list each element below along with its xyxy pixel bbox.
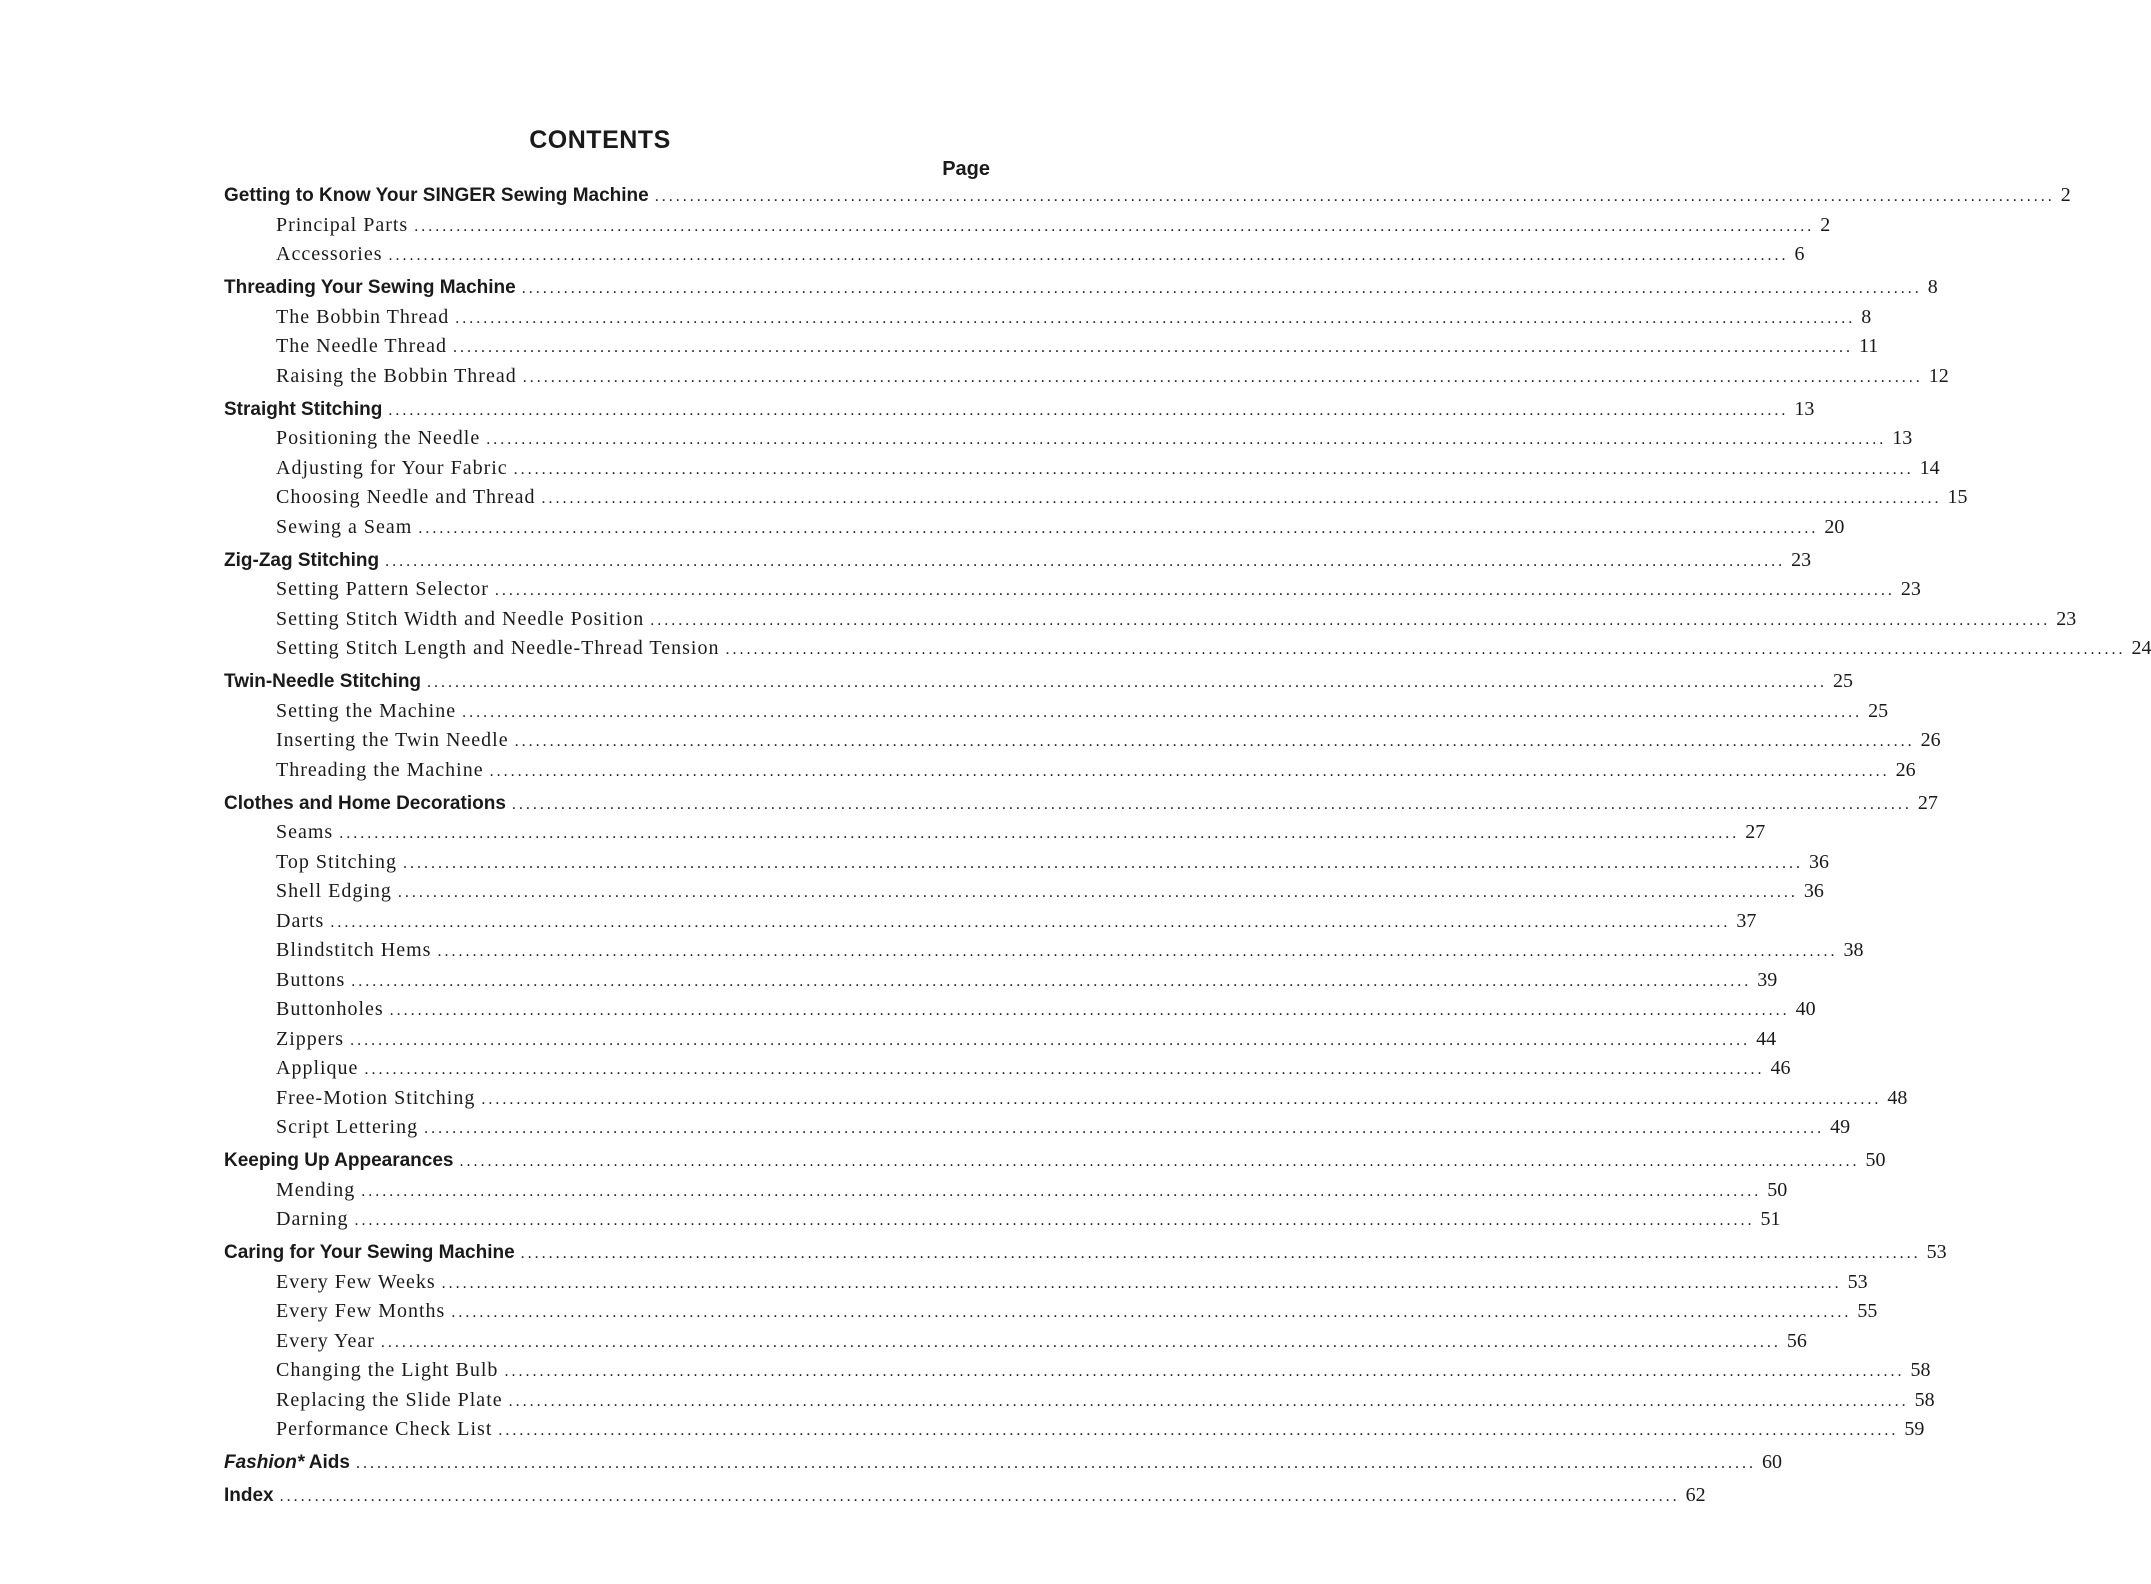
toc-subsection-title: Performance Check List: [276, 1418, 493, 1440]
dot-leader: ........................................................................................................................................................................................................: [520, 1245, 1921, 1262]
toc-subsection-row: [276, 1418, 1925, 1444]
toc-section-title: Straight Stitching: [224, 398, 383, 420]
toc-section-title: Keeping Up Appearances: [224, 1150, 454, 1171]
toc-page-number: 40: [1795, 998, 1816, 1020]
toc-page-number: 59: [1904, 1418, 1925, 1440]
dot-leader: ........................................................................................................................................................................................................: [504, 1363, 1905, 1380]
toc-page-number: 23: [1900, 578, 1921, 600]
toc-section-row: [224, 791, 1938, 818]
dot-leader: ........................................................................................................................................................................................................: [437, 943, 1838, 960]
page-column-header: Page: [942, 158, 990, 180]
toc-page-number: 39: [1757, 968, 1778, 991]
toc-subsection-row: [276, 1359, 1931, 1385]
toc-page-number: 23: [2056, 607, 2077, 630]
toc-italic-prefix: Fashion*: [224, 1452, 305, 1473]
toc-subsection-row: [276, 939, 1864, 965]
toc-subsection-row: [276, 607, 2077, 634]
toc-subsection-title: Seams: [276, 821, 334, 843]
toc-subsection-title: Setting Stitch Length and Needle-Thread Tension: [276, 637, 720, 659]
toc-page-number: 60: [1761, 1451, 1782, 1473]
toc-subsection-row: [276, 456, 1940, 483]
toc-subsection-title: Zippers: [276, 1027, 345, 1050]
toc-subsection-row: [276, 515, 1845, 542]
toc-page-number: 53: [1926, 1241, 1947, 1263]
toc-page-number: 24: [2131, 637, 2151, 659]
toc-subsection-row: [276, 335, 1879, 361]
toc-page-number: 46: [1770, 1057, 1791, 1079]
toc-subsection-title: Positioning the Needle: [276, 427, 481, 449]
toc-subsection-title: Every Few Weeks: [276, 1270, 436, 1293]
toc-subsection-title: Shell Edging: [276, 880, 392, 902]
dot-leader: ........................................................................................................................................................................................................: [355, 1455, 1756, 1472]
toc-page-number: 50: [1865, 1149, 1886, 1171]
toc-subsection-title: Every Few Months: [276, 1300, 446, 1322]
dot-leader: ........................................................................................................................................................................................................: [486, 431, 1887, 448]
toc-subsection-row: [276, 578, 1921, 604]
dot-leader: ........................................................................................................................................................................................................: [453, 339, 1853, 356]
dot-leader: ........................................................................................................................................................................................................: [498, 1422, 1899, 1439]
dot-leader: ........................................................................................................................................................................................................: [654, 188, 2055, 205]
toc-subsection-row: [276, 213, 1831, 240]
dot-leader: ........................................................................................................................................................................................................: [424, 1120, 1825, 1137]
toc-subsection-row: [276, 1027, 1777, 1054]
toc-page-number: 13: [1794, 397, 1815, 420]
toc-page-number: 25: [1833, 670, 1854, 692]
toc-subsection-row: [276, 486, 1968, 512]
toc-page-number: 11: [1859, 335, 1879, 357]
toc-page-number: 36: [1809, 850, 1830, 873]
dot-leader: ........................................................................................................................................................................................................: [364, 1061, 1765, 1078]
dot-leader: ........................................................................................................................................................................................................: [403, 854, 1804, 872]
toc-subsection-row: [276, 1300, 1878, 1326]
toc-page-number: 55: [1857, 1300, 1878, 1322]
toc-page-number: 49: [1830, 1116, 1851, 1138]
dot-leader: ........................................................................................................................................................................................................: [481, 1090, 1882, 1108]
dot-leader: ........................................................................................................................................................................................................: [514, 733, 1915, 750]
toc-subsection-row: [276, 1057, 1791, 1083]
toc-page-number: 37: [1736, 909, 1757, 932]
toc-subsection-title: Mending: [276, 1178, 356, 1201]
toc-subsection-row: [276, 1270, 1868, 1297]
toc-subsection-title: Buttons: [276, 968, 346, 991]
toc-page-number: 27: [1917, 791, 1938, 814]
toc-subsection-row: [276, 1178, 1788, 1205]
toc-subsection-title: The Bobbin Thread: [276, 305, 450, 328]
toc-subsection-title: The Needle Thread: [276, 335, 447, 357]
toc-page-number: 56: [1786, 1329, 1807, 1352]
dot-leader: ........................................................................................................................................................................................................: [330, 913, 1731, 931]
toc-section-row: [224, 397, 1815, 424]
toc-page-number: 23: [1791, 548, 1812, 571]
toc-subsection-title: Buttonholes: [276, 998, 384, 1020]
toc-subsection-row: [276, 1388, 1935, 1415]
dot-leader: ........................................................................................................................................................................................................: [451, 1304, 1852, 1321]
toc-section-row: [224, 1149, 1886, 1175]
toc-section-row: [224, 184, 2071, 210]
dot-leader: ........................................................................................................................................................................................................: [494, 582, 1895, 599]
dot-leader: ........................................................................................................................................................................................................: [279, 1488, 1680, 1505]
toc-page-number: 12: [1928, 364, 1949, 387]
toc-page-number: 25: [1868, 699, 1889, 722]
dot-leader: ........................................................................................................................................................................................................: [361, 1182, 1762, 1200]
toc-page-number: 38: [1843, 939, 1864, 961]
toc-page-number: 48: [1887, 1086, 1908, 1109]
toc-subsection-title: Inserting the Twin Needle: [276, 729, 509, 751]
toc-page-number: 14: [1919, 456, 1940, 479]
toc-page-number: 26: [1895, 758, 1916, 781]
dot-leader: ........................................................................................................................................................................................................: [339, 825, 1740, 842]
toc-subsection-title: Sewing a Seam: [276, 515, 413, 538]
toc-subsection-row: [276, 909, 1757, 936]
toc-section-title: Clothes and Home Decorations: [224, 792, 506, 814]
toc-subsection-row: [276, 850, 1830, 877]
toc-section-row: [224, 276, 1938, 302]
toc-section-row: [224, 1241, 1947, 1267]
toc-page-number: 13: [1892, 427, 1913, 449]
dot-leader: ........................................................................................................................................................................................................: [725, 641, 2126, 658]
toc-subsection-title: Changing the Light Bulb: [276, 1359, 499, 1381]
dot-leader: ........................................................................................................................................................................................................: [513, 460, 1914, 478]
dot-leader: ........................................................................................................................................................................................................: [380, 1333, 1781, 1351]
toc-subsection-title: Principal Parts: [276, 213, 409, 236]
toc-subsection-row: [276, 758, 1916, 785]
dot-leader: ........................................................................................................................................................................................................: [427, 674, 1828, 691]
dot-leader: ........................................................................................................................................................................................................: [388, 401, 1789, 419]
toc-page-number: 15: [1947, 486, 1968, 508]
toc-page-number: 50: [1767, 1178, 1788, 1201]
toc-page-number: 36: [1803, 880, 1824, 902]
toc-page-number: 2: [1820, 213, 1831, 236]
dot-leader: ........................................................................................................................................................................................................: [462, 703, 1863, 721]
dot-leader: ........................................................................................................................................................................................................: [350, 1031, 1751, 1049]
dot-leader: ........................................................................................................................................................................................................: [522, 368, 1923, 386]
toc-subsection-title: Every Year: [276, 1329, 375, 1352]
toc-subsection-title: Free-Motion Stitching: [276, 1086, 476, 1109]
dot-leader: ........................................................................................................................................................................................................: [455, 309, 1856, 327]
toc-subsection-row: [276, 699, 1889, 726]
toc-subsection-row: [276, 364, 1949, 391]
toc-subsection-row: [276, 305, 1872, 332]
toc-subsection-title: Choosing Needle and Thread: [276, 486, 536, 508]
toc-subsection-title: Accessories: [276, 243, 383, 265]
toc-subsection-row: [276, 1208, 1781, 1234]
toc-title-rest: Aids: [304, 1452, 350, 1473]
toc-subsection-title: Blindstitch Hems: [276, 939, 432, 961]
toc-subsection-row: [276, 998, 1816, 1024]
dot-leader: ........................................................................................................................................................................................................: [388, 247, 1789, 264]
toc-page-number: 2: [2060, 184, 2071, 206]
toc-page-number: 20: [1824, 515, 1845, 538]
toc-subsection-title: Setting Pattern Selector: [276, 578, 489, 600]
toc-page-number: 53: [1847, 1270, 1868, 1293]
toc-section-title: [224, 1452, 350, 1474]
toc-subsection-title: Adjusting for Your Fabric: [276, 456, 508, 479]
toc-page-number: 8: [1927, 276, 1938, 298]
toc-subsection-title: Setting Stitch Width and Needle Position: [276, 607, 645, 630]
toc-page-number: 58: [1910, 1359, 1931, 1381]
toc-subsection-row: [276, 880, 1824, 906]
toc-section-title: Threading Your Sewing Machine: [224, 277, 516, 298]
toc-subsection-title: Darning: [276, 1208, 349, 1230]
toc-page-number: 51: [1760, 1208, 1781, 1230]
toc-subsection-row: [276, 1116, 1851, 1142]
toc-section-title: Caring for Your Sewing Machine: [224, 1242, 515, 1263]
toc-subsection-row: [276, 637, 2151, 663]
toc-subsection-row: [276, 243, 1805, 269]
toc-page-number: 58: [1914, 1388, 1935, 1411]
dot-leader: ........................................................................................................................................................................................................: [414, 217, 1815, 235]
toc-page-number: 62: [1685, 1484, 1706, 1506]
toc-subsection-title: Threading the Machine: [276, 758, 484, 781]
toc-page-number: 8: [1861, 305, 1872, 328]
dot-leader: ........................................................................................................................................................................................................: [354, 1212, 1755, 1229]
toc-subsection-title: Applique: [276, 1057, 359, 1079]
dot-leader: ........................................................................................................................................................................................................: [385, 552, 1786, 570]
toc-subsection-title: Top Stitching: [276, 850, 398, 873]
dot-leader: ........................................................................................................................................................................................................: [508, 1392, 1909, 1410]
toc-section-title: Index: [224, 1485, 274, 1506]
toc-page-number: 44: [1756, 1027, 1777, 1050]
toc-subsection-title: Replacing the Slide Plate: [276, 1388, 503, 1411]
toc-page-number: 27: [1745, 821, 1766, 843]
dot-leader: ........................................................................................................................................................................................................: [650, 611, 2051, 629]
dot-leader: ........................................................................................................................................................................................................: [418, 519, 1819, 537]
toc-subsection-row: [276, 427, 1913, 453]
toc-subsection-title: Raising the Bobbin Thread: [276, 364, 517, 387]
dot-leader: ........................................................................................................................................................................................................: [489, 762, 1890, 780]
toc-section-title: Getting to Know Your SINGER Sewing Machine: [224, 185, 649, 206]
dot-leader: ........................................................................................................................................................................................................: [521, 280, 1922, 297]
toc-subsection-title: Script Lettering: [276, 1116, 419, 1138]
dot-leader: ........................................................................................................................................................................................................: [459, 1153, 1860, 1170]
toc-section-row: [224, 1484, 1706, 1510]
toc-section-title: Twin-Needle Stitching: [224, 671, 422, 692]
toc-page-number: 6: [1794, 243, 1805, 265]
toc-subsection-row: [276, 729, 1941, 755]
toc-section-row: [224, 548, 1812, 575]
dot-leader: ........................................................................................................................................................................................................: [441, 1274, 1842, 1292]
toc-subsection-row: [276, 968, 1778, 995]
toc-subsection-row: [276, 821, 1766, 847]
toc-subsection-row: [276, 1086, 1908, 1113]
dot-leader: ........................................................................................................................................................................................................: [389, 1002, 1790, 1019]
dot-leader: ........................................................................................................................................................................................................: [511, 795, 1912, 813]
toc-section-title: Zig-Zag Stitching: [224, 549, 380, 571]
toc-page-number: 26: [1920, 729, 1941, 751]
dot-leader: ........................................................................................................................................................................................................: [541, 490, 1942, 507]
toc-section-row: [224, 1451, 1782, 1477]
page-title: CONTENTS: [529, 126, 671, 154]
toc-section-row: [224, 670, 1854, 696]
dot-leader: ........................................................................................................................................................................................................: [351, 972, 1752, 990]
toc-subsection-title: Setting the Machine: [276, 699, 457, 722]
dot-leader: ........................................................................................................................................................................................................: [397, 884, 1798, 901]
toc-subsection-row: [276, 1329, 1807, 1356]
toc-subsection-title: Darts: [276, 909, 325, 932]
